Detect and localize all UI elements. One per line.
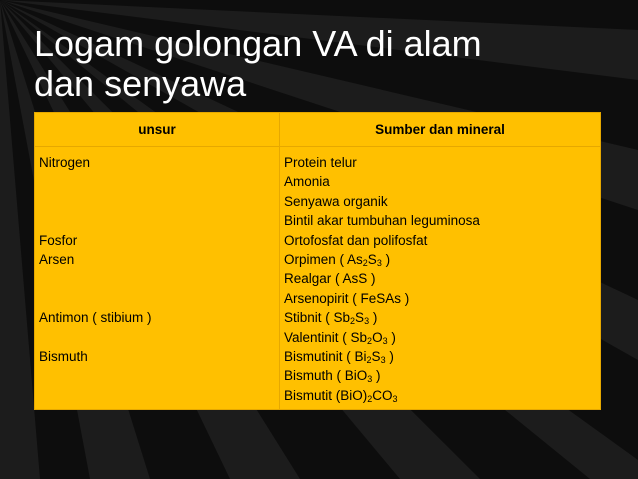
subscript: 3 (367, 374, 373, 385)
sumber-text: O (372, 329, 383, 345)
sumber-line (284, 250, 596, 269)
sumber-text: Valentinit ( Sb (284, 329, 368, 345)
sumber-text: S (355, 310, 365, 326)
sumber-text: Realgar ( AsS ) (284, 271, 376, 287)
sumber-text: S (371, 348, 381, 364)
sumber-text: Bintil akar tumbuhan leguminosa (284, 213, 480, 229)
title-line-2: dan senyawa (34, 63, 247, 104)
sumber-line (284, 386, 596, 405)
header-sumber: Sumber dan mineral (280, 113, 601, 147)
sumber-line (284, 153, 596, 172)
sumber-text: Ortofosfat dan polifosfat (284, 232, 428, 248)
unsur-line: Antimon ( stibium ) (39, 310, 152, 326)
unsur-line (39, 211, 275, 230)
sumber-line (284, 308, 596, 327)
unsur-line: Fosfor (39, 232, 78, 248)
sumber-text: Bismutinit ( Bi (284, 348, 367, 364)
unsur-line (39, 172, 275, 191)
sumber-line (284, 231, 596, 250)
sumber-line (284, 366, 596, 385)
sumber-text: Arsenopirit ( FeSAs ) (284, 290, 410, 306)
unsur-line: Bismuth (39, 348, 88, 364)
sumber-line (284, 211, 596, 230)
sumber-text: ) (385, 348, 394, 364)
sumber-text: ) (372, 368, 381, 384)
subscript: 3 (380, 354, 386, 365)
unsur-line (39, 289, 275, 308)
sumber-text: ) (387, 329, 396, 345)
title-line-1: Logam golongan VA di alam (34, 23, 482, 64)
subscript: 3 (392, 393, 398, 404)
unsur-line (39, 386, 275, 405)
unsur-cell (35, 147, 280, 410)
unsur-line: Arsen (39, 251, 75, 267)
sumber-text: CO (372, 387, 393, 403)
unsur-line: Nitrogen (39, 155, 91, 170)
sumber-text: S (367, 251, 377, 267)
sumber-text: Bismuth ( BiO (284, 368, 368, 384)
subscript: 3 (364, 316, 370, 327)
sumber-text: Protein telur (284, 155, 357, 170)
sumber-line (284, 269, 596, 288)
subscript: 3 (382, 335, 388, 346)
subscript: 2 (362, 257, 368, 268)
sumber-text: Stibnit ( Sb (284, 310, 351, 326)
unsur-line (39, 269, 275, 288)
header-unsur: unsur (35, 113, 280, 147)
sumber-text: Senyawa organik (284, 193, 388, 209)
unsur-line (39, 192, 275, 211)
page-title (34, 24, 594, 104)
subscript: 2 (350, 316, 356, 327)
sumber-line (284, 289, 596, 308)
sumber-text: Amonia (284, 174, 330, 190)
table-header-row (35, 113, 601, 147)
subscript: 3 (376, 257, 382, 268)
minerals-table-container (34, 112, 601, 404)
sumber-cell (280, 147, 601, 410)
sumber-line (284, 328, 596, 347)
minerals-table (34, 112, 601, 410)
unsur-line (39, 328, 275, 347)
sumber-text: ) (369, 310, 378, 326)
table-row (35, 147, 601, 410)
unsur-line (39, 366, 275, 385)
sumber-text: Orpimen ( As (284, 251, 363, 267)
subscript: 2 (367, 335, 373, 346)
sumber-line (284, 192, 596, 211)
sumber-line (284, 172, 596, 191)
sumber-line (284, 347, 596, 366)
subscript: 2 (367, 393, 373, 404)
subscript: 2 (366, 354, 372, 365)
sumber-text: Bismutit (BiO) (284, 387, 368, 403)
sumber-text: ) (381, 251, 391, 267)
